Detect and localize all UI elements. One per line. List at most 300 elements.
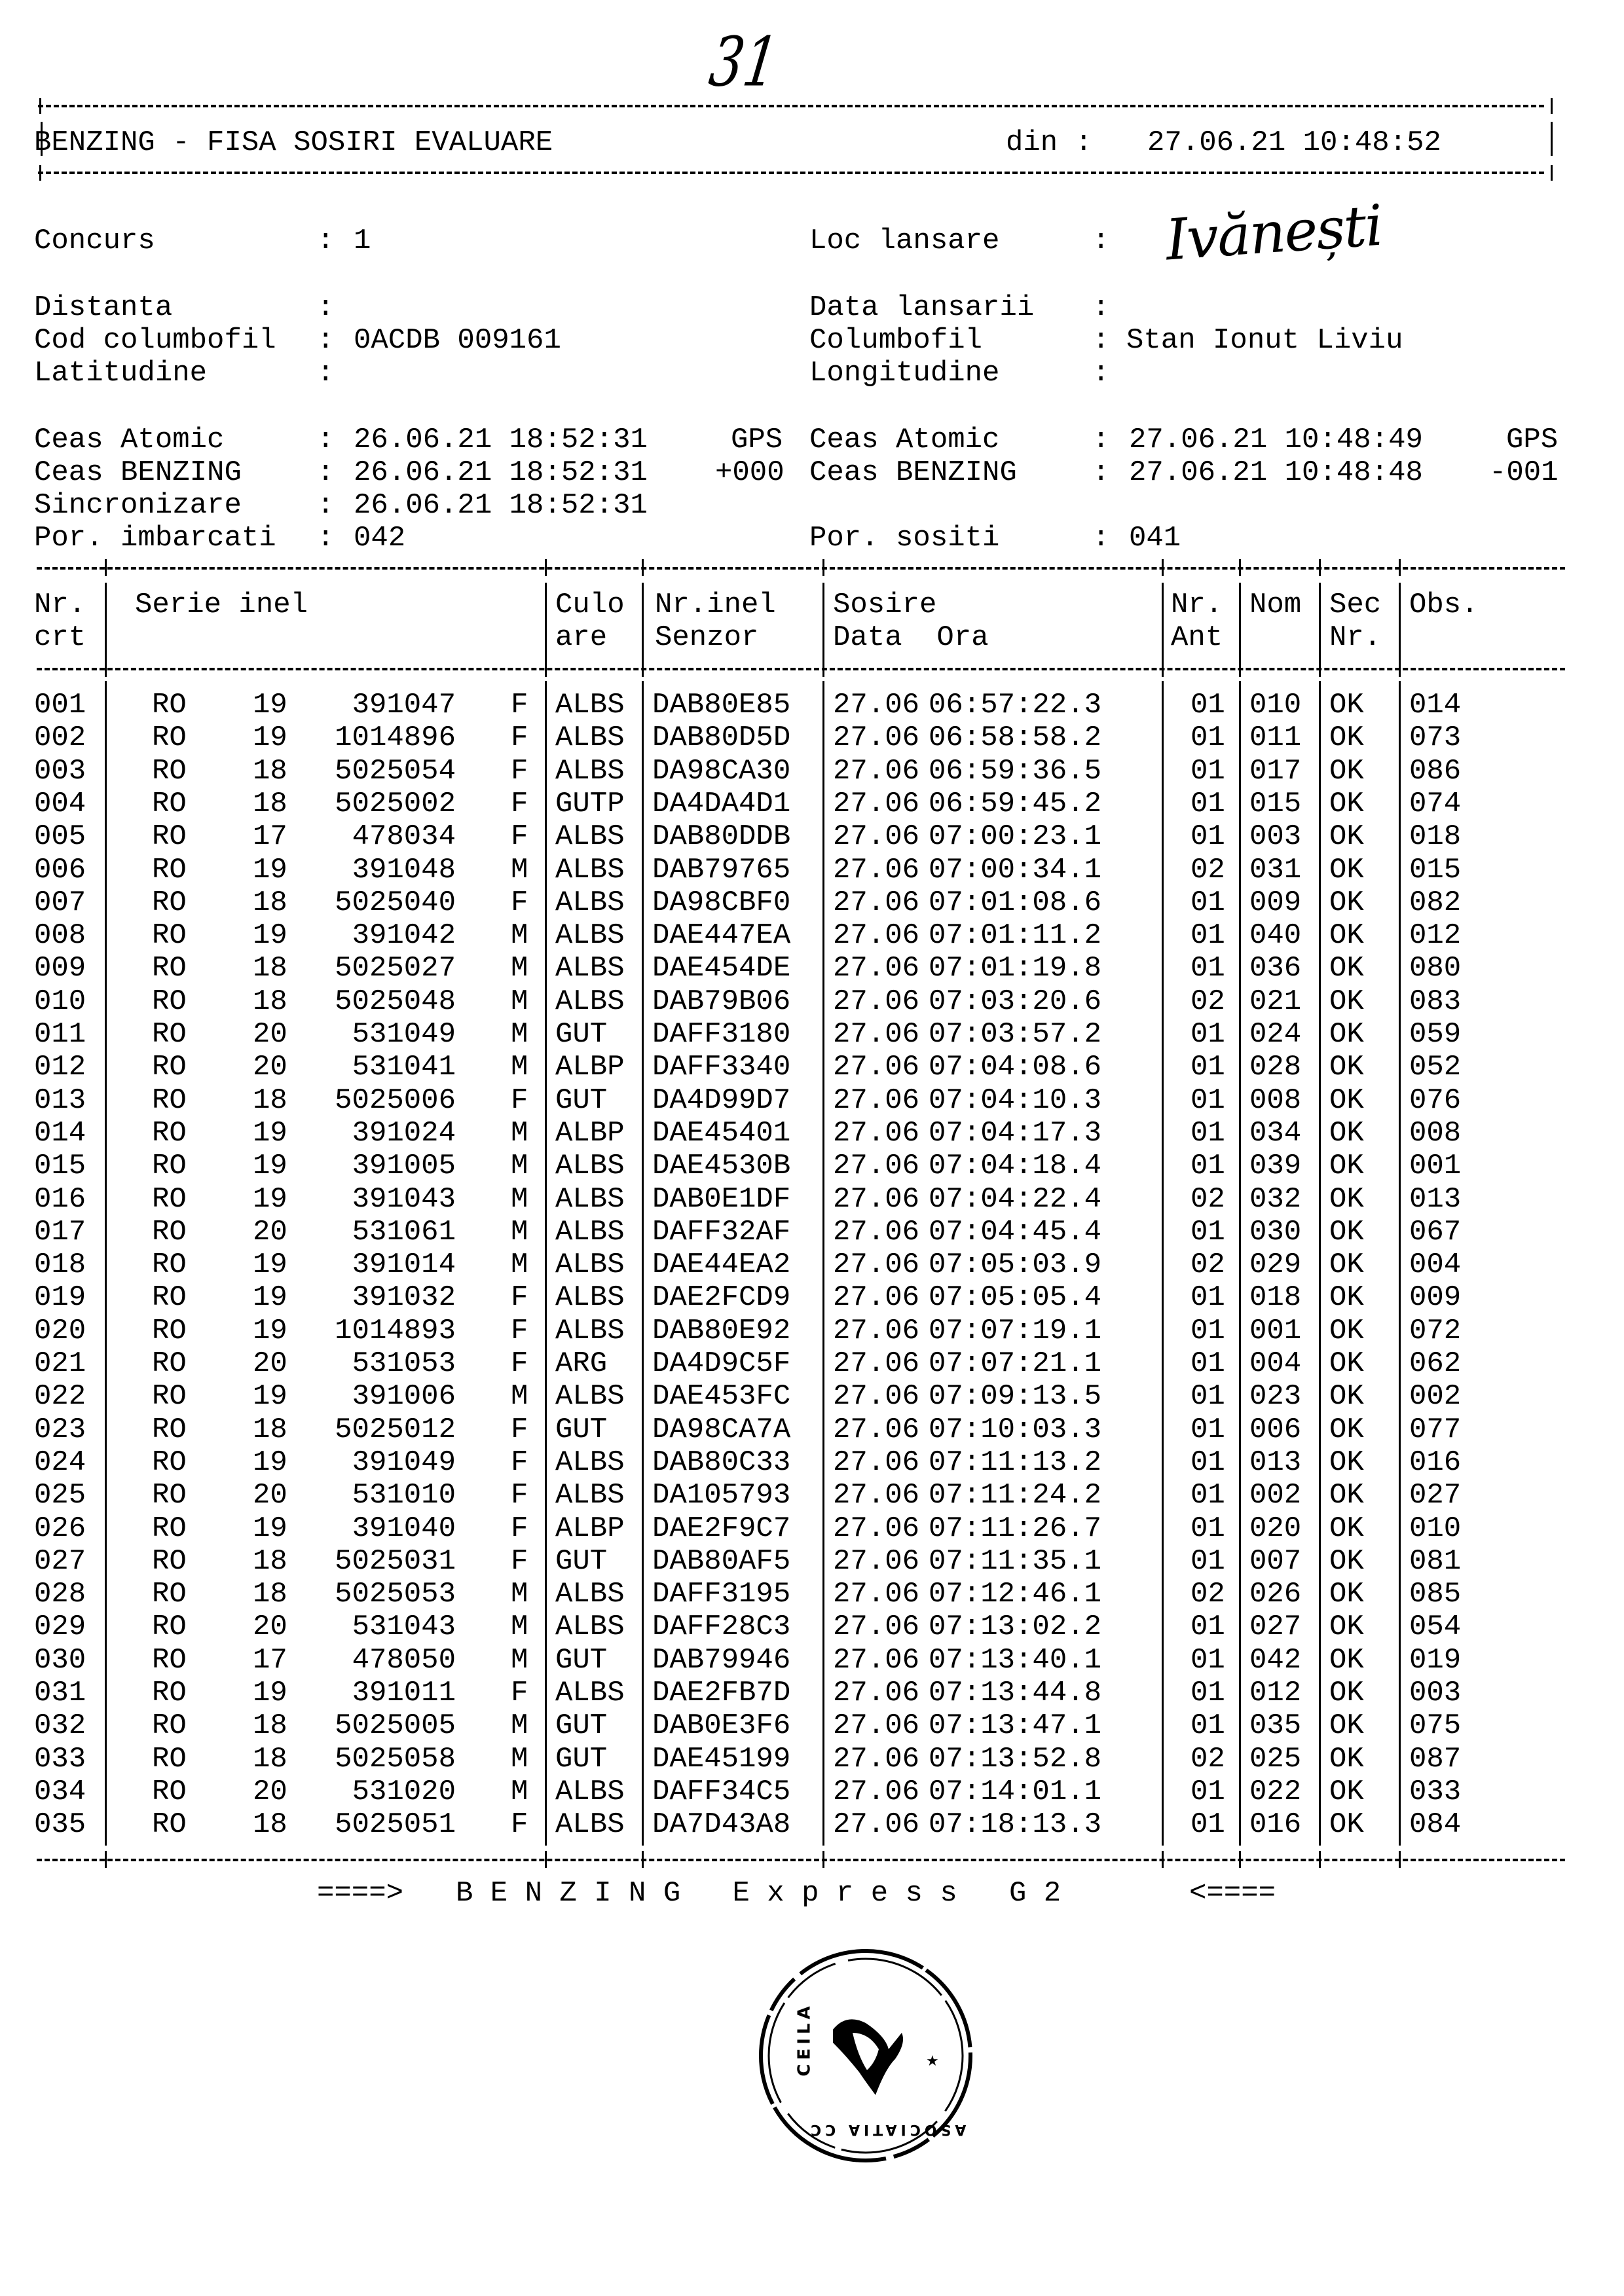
cell-inel: 478050 (352, 1643, 456, 1677)
header-obs: Obs. (1409, 589, 1479, 621)
ceas-atomic-start-suffix: GPS (731, 424, 783, 456)
cell-an: 17 (253, 820, 287, 854)
cell-culoare: GUT (555, 1018, 608, 1051)
cell-tara: RO (152, 1116, 187, 1150)
cell-sec: OK (1329, 952, 1364, 985)
cell-ora: 07:07:19.1 (929, 1314, 1102, 1347)
cell-nom: 004 (1249, 1347, 1302, 1380)
column-separator (822, 681, 824, 1846)
cell-obs: 052 (1409, 1051, 1462, 1084)
cell-senzor: DAB80AF5 (652, 1544, 791, 1578)
cell-obs: 054 (1409, 1611, 1462, 1644)
cell-obs: 080 (1409, 952, 1462, 985)
cell-ant: 02 (1190, 1182, 1225, 1216)
cell-senzor: DA105793 (652, 1479, 791, 1512)
cell-inel: 5025054 (335, 754, 456, 788)
cell-senzor: DAFF3340 (652, 1051, 791, 1084)
cell-sec: OK (1329, 1018, 1364, 1051)
cell-inel: 391011 (352, 1677, 456, 1709)
cell-sex: F (511, 721, 528, 755)
sincronizare-value: 26.06.21 18:52:31 (354, 489, 648, 522)
cell-sec: OK (1329, 1709, 1364, 1743)
cell-ora: 07:07:21.1 (929, 1347, 1102, 1380)
cell-senzor: DAE2FB7D (652, 1677, 791, 1709)
cell-culoare: ALBS (555, 1215, 625, 1248)
cell-sex: F (511, 1479, 528, 1512)
cell-culoare: ALBS (555, 886, 625, 919)
column-separator (1399, 681, 1401, 1846)
ceas-atomic-end-label: Ceas Atomic (809, 424, 1000, 456)
cell-inel: 391006 (352, 1380, 456, 1413)
cell-obs: 083 (1409, 985, 1462, 1018)
cell-tara: RO (152, 689, 187, 721)
cell-nr: 021 (34, 1347, 86, 1380)
cell-senzor: DAB80E92 (652, 1314, 791, 1347)
column-separator (1162, 681, 1164, 1846)
cell-nr: 002 (34, 721, 86, 755)
cell-ora: 07:18:13.3 (929, 1808, 1102, 1842)
column-separator (642, 583, 644, 660)
cell-tara: RO (152, 1150, 187, 1183)
cell-nom: 036 (1249, 952, 1302, 985)
cell-senzor: DAB79765 (652, 853, 791, 886)
cell-tara: RO (152, 1314, 187, 1347)
cell-nom: 031 (1249, 853, 1302, 886)
rule-cross (105, 559, 107, 576)
cell-obs: 073 (1409, 721, 1462, 755)
cell-an: 18 (253, 1544, 287, 1578)
cell-tara: RO (152, 1248, 187, 1282)
cell-sec: OK (1329, 1808, 1364, 1842)
column-separator (105, 583, 107, 660)
cell-nr: 011 (34, 1018, 86, 1051)
cell-obs: 062 (1409, 1347, 1462, 1380)
cell-sec: OK (1329, 1544, 1364, 1578)
column-separator (545, 583, 547, 660)
cell-inel: 5025027 (335, 952, 456, 985)
cell-data: 27.06 (833, 721, 920, 755)
cell-an: 18 (253, 886, 287, 919)
cell-tara: RO (152, 1775, 187, 1808)
cell-sec: OK (1329, 721, 1364, 755)
cell-nom: 012 (1249, 1677, 1302, 1709)
cell-an: 18 (253, 1413, 287, 1446)
data-lansarii-label: Data lansarii (809, 291, 1035, 324)
cell-ora: 07:05:05.4 (929, 1281, 1102, 1315)
ceas-benzing-end-label: Ceas BENZING (809, 456, 1017, 489)
concurs-label: Concurs (34, 225, 155, 257)
cell-ant: 01 (1190, 1544, 1225, 1578)
cell-inel: 5025031 (335, 1544, 456, 1578)
cell-inel: 391005 (352, 1150, 456, 1183)
column-separator (642, 681, 644, 1846)
cell-inel: 391043 (352, 1182, 456, 1216)
header-culoare-2: are (555, 621, 608, 654)
cell-ant: 01 (1190, 1084, 1225, 1117)
cell-obs: 072 (1409, 1314, 1462, 1347)
cell-senzor: DAE447EA (652, 919, 791, 953)
cell-tara: RO (152, 1446, 187, 1479)
cell-data: 27.06 (833, 1512, 920, 1545)
cell-sex: F (511, 689, 528, 721)
cell-nr: 017 (34, 1215, 86, 1248)
cell-ora: 07:11:26.7 (929, 1512, 1102, 1545)
cod-columbofil-label: Cod columbofil (34, 324, 276, 357)
cell-data: 27.06 (833, 886, 920, 919)
header-right-border (1551, 122, 1553, 156)
cell-sec: OK (1329, 1578, 1364, 1611)
rule-bottom (37, 1859, 1565, 1861)
cell-obs: 033 (1409, 1775, 1462, 1808)
cell-ant: 01 (1190, 1808, 1225, 1842)
cell-tara: RO (152, 1709, 187, 1743)
cell-ora: 06:59:36.5 (929, 754, 1102, 788)
cell-sec: OK (1329, 1215, 1364, 1248)
cell-ant: 01 (1190, 1709, 1225, 1743)
column-separator (545, 681, 547, 1846)
cell-ora: 07:11:24.2 (929, 1479, 1102, 1512)
cell-ora: 07:10:03.3 (929, 1413, 1102, 1446)
cell-ant: 01 (1190, 1643, 1225, 1677)
cell-nom: 020 (1249, 1512, 1302, 1545)
cell-data: 27.06 (833, 1643, 920, 1677)
colon: : (1092, 456, 1110, 489)
colon: : (317, 291, 335, 324)
cell-data: 27.06 (833, 1611, 920, 1644)
cell-senzor: DA4D99D7 (652, 1084, 791, 1117)
cell-sex: M (511, 1578, 528, 1611)
cell-culoare: ARG (555, 1347, 608, 1380)
header-sosire: Sosire (833, 589, 937, 621)
cell-tara: RO (152, 1215, 187, 1248)
cell-sex: F (511, 1281, 528, 1315)
cell-nr: 024 (34, 1446, 86, 1479)
cell-inel: 391040 (352, 1512, 456, 1545)
cell-senzor: DA98CBF0 (652, 886, 791, 919)
cell-nr: 007 (34, 886, 86, 919)
cell-inel: 531049 (352, 1018, 456, 1051)
header-nr-crt-1: Nr. (34, 589, 86, 621)
cell-culoare: GUT (555, 1709, 608, 1743)
cell-sec: OK (1329, 1413, 1364, 1446)
cell-ant: 01 (1190, 1281, 1225, 1315)
cell-sec: OK (1329, 1281, 1364, 1315)
cell-nom: 010 (1249, 689, 1302, 721)
cell-sec: OK (1329, 1479, 1364, 1512)
cell-sex: M (511, 1742, 528, 1776)
cell-tara: RO (152, 1808, 187, 1842)
cell-data: 27.06 (833, 787, 920, 820)
cell-senzor: DAB80E85 (652, 689, 791, 721)
cell-inel: 391047 (352, 689, 456, 721)
cell-nom: 039 (1249, 1150, 1302, 1183)
cell-ant: 02 (1190, 985, 1225, 1018)
cell-obs: 009 (1409, 1281, 1462, 1315)
rule-cross (822, 559, 824, 576)
cell-culoare: ALBS (555, 1677, 625, 1709)
cell-inel: 478034 (352, 820, 456, 854)
rule-top (37, 567, 1565, 570)
cell-nom: 029 (1249, 1248, 1302, 1282)
cell-tara: RO (152, 1643, 187, 1677)
cell-nr: 035 (34, 1808, 86, 1842)
cell-an: 17 (253, 1643, 287, 1677)
cell-data: 27.06 (833, 985, 920, 1018)
cell-inel: 531043 (352, 1611, 456, 1644)
cell-an: 20 (253, 1479, 287, 1512)
cell-ora: 07:04:17.3 (929, 1116, 1102, 1150)
cell-obs: 002 (1409, 1380, 1462, 1413)
rule-cross (1162, 559, 1164, 576)
cell-tara: RO (152, 820, 187, 854)
cell-ant: 01 (1190, 689, 1225, 721)
cell-inel: 5025006 (335, 1084, 456, 1117)
cell-sex: M (511, 1018, 528, 1051)
cell-nom: 042 (1249, 1643, 1302, 1677)
cell-culoare: ALBS (555, 919, 625, 953)
cell-data: 27.06 (833, 1446, 920, 1479)
cell-inel: 531010 (352, 1479, 456, 1512)
cell-sec: OK (1329, 787, 1364, 820)
cell-ora: 06:58:58.2 (929, 721, 1102, 755)
cell-senzor: DAE454DE (652, 952, 791, 985)
rule-under-header (37, 668, 1565, 670)
cell-an: 18 (253, 754, 287, 788)
cell-senzor: DA7D43A8 (652, 1808, 791, 1842)
din-label: din : (1006, 126, 1093, 159)
cell-senzor: DAE4530B (652, 1150, 791, 1183)
cell-inel: 1014896 (335, 721, 456, 755)
cell-nom: 001 (1249, 1314, 1302, 1347)
cell-nr: 015 (34, 1150, 86, 1183)
cell-inel: 5025051 (335, 1808, 456, 1842)
cell-ora: 06:57:22.3 (929, 689, 1102, 721)
rule-cross (1399, 559, 1401, 576)
cell-data: 27.06 (833, 1281, 920, 1315)
cell-sec: OK (1329, 1084, 1364, 1117)
cell-sec: OK (1329, 1643, 1364, 1677)
cell-senzor: DAFF34C5 (652, 1775, 791, 1808)
cell-culoare: ALBS (555, 985, 625, 1018)
cell-data: 27.06 (833, 853, 920, 886)
cell-culoare: ALBP (555, 1051, 625, 1084)
loc-lansare-label: Loc lansare (809, 225, 1000, 257)
column-separator (1319, 681, 1321, 1846)
cell-tara: RO (152, 1182, 187, 1216)
cell-sex: M (511, 1248, 528, 1282)
cell-ora: 07:01:19.8 (929, 952, 1102, 985)
cell-obs: 074 (1409, 787, 1462, 820)
cell-culoare: ALBP (555, 1116, 625, 1150)
colon: : (1092, 424, 1110, 456)
cell-culoare: ALBS (555, 1775, 625, 1808)
cell-tara: RO (152, 1611, 187, 1644)
cell-senzor: DAE44EA2 (652, 1248, 791, 1282)
cell-sex: M (511, 1182, 528, 1216)
cell-ant: 01 (1190, 1413, 1225, 1446)
columbofil-label: Columbofil (809, 324, 983, 357)
header-corner (1551, 98, 1553, 114)
cell-inel: 5025012 (335, 1413, 456, 1446)
cell-obs: 087 (1409, 1742, 1462, 1776)
cell-nom: 011 (1249, 721, 1302, 755)
cell-an: 20 (253, 1051, 287, 1084)
cell-sec: OK (1329, 1116, 1364, 1150)
cell-sec: OK (1329, 1347, 1364, 1380)
cell-nr: 001 (34, 689, 86, 721)
cell-nr: 008 (34, 919, 86, 953)
cell-ant: 01 (1190, 1018, 1225, 1051)
rule-cross (642, 660, 644, 677)
cell-sec: OK (1329, 1742, 1364, 1776)
cell-nr: 012 (34, 1051, 86, 1084)
header-nr-crt-2: crt (34, 621, 86, 654)
cell-obs: 076 (1409, 1084, 1462, 1117)
cell-data: 27.06 (833, 1018, 920, 1051)
cell-sec: OK (1329, 1150, 1364, 1183)
page-number: 31 (705, 22, 783, 101)
cell-senzor: DA4DA4D1 (652, 787, 791, 820)
sincronizare-label: Sincronizare (34, 489, 242, 522)
star-icon: ★ (926, 2053, 939, 2069)
cell-data: 27.06 (833, 1808, 920, 1842)
cell-inel: 5025002 (335, 787, 456, 820)
cell-sex: M (511, 985, 528, 1018)
cell-nr: 013 (34, 1084, 86, 1117)
cell-data: 27.06 (833, 1544, 920, 1578)
cell-ant: 01 (1190, 721, 1225, 755)
header-data-ora: Data Ora (833, 621, 989, 654)
cell-obs: 013 (1409, 1182, 1462, 1216)
cell-culoare: GUT (555, 1544, 608, 1578)
cell-sex: F (511, 1512, 528, 1545)
cell-ant: 01 (1190, 1677, 1225, 1709)
cell-an: 18 (253, 985, 287, 1018)
cell-obs: 075 (1409, 1709, 1462, 1743)
cell-an: 19 (253, 1150, 287, 1183)
cell-ant: 02 (1190, 853, 1225, 886)
rule-cross (822, 1851, 824, 1868)
cell-sec: OK (1329, 886, 1364, 919)
cell-sex: M (511, 1051, 528, 1084)
rule-cross (1239, 660, 1241, 677)
cod-columbofil-value: 0ACDB 009161 (354, 324, 561, 357)
cell-inel: 531041 (352, 1051, 456, 1084)
cell-senzor: DAFF3195 (652, 1578, 791, 1611)
cell-obs: 082 (1409, 886, 1462, 919)
cell-sec: OK (1329, 1611, 1364, 1644)
header-corner (39, 165, 41, 181)
loc-lansare-handwritten: Ivănești (1163, 192, 1384, 274)
cell-inel: 5025058 (335, 1742, 456, 1776)
ceas-benzing-end-suffix: -001 (1489, 456, 1559, 489)
cell-nom: 024 (1249, 1018, 1302, 1051)
cell-ant: 02 (1190, 1742, 1225, 1776)
cell-nom: 035 (1249, 1709, 1302, 1743)
cell-ora: 07:05:03.9 (929, 1248, 1102, 1282)
rule-cross (1162, 1851, 1164, 1868)
cell-data: 27.06 (833, 1215, 920, 1248)
cell-data: 27.06 (833, 754, 920, 788)
cell-nom: 008 (1249, 1084, 1302, 1117)
cell-sec: OK (1329, 1512, 1364, 1545)
cell-ant: 01 (1190, 1479, 1225, 1512)
ceas-atomic-end-suffix: GPS (1506, 424, 1559, 456)
cell-data: 27.06 (833, 1413, 920, 1446)
cell-obs: 081 (1409, 1544, 1462, 1578)
rule-cross (1162, 660, 1164, 677)
cell-tara: RO (152, 787, 187, 820)
cell-data: 27.06 (833, 1347, 920, 1380)
cell-culoare: GUTP (555, 787, 625, 820)
cell-nom: 021 (1249, 985, 1302, 1018)
cell-ant: 02 (1190, 1248, 1225, 1282)
cell-sex: F (511, 754, 528, 788)
cell-inel: 1014893 (335, 1314, 456, 1347)
colon: : (317, 522, 335, 555)
cell-sex: M (511, 1643, 528, 1677)
cell-sex: M (511, 1611, 528, 1644)
cell-senzor: DAB79B06 (652, 985, 791, 1018)
cell-culoare: ALBS (555, 952, 625, 985)
cell-ant: 01 (1190, 1611, 1225, 1644)
cell-data: 27.06 (833, 1479, 920, 1512)
cell-nom: 002 (1249, 1479, 1302, 1512)
cell-an: 19 (253, 1380, 287, 1413)
cell-tara: RO (152, 886, 187, 919)
cell-nr: 033 (34, 1742, 86, 1776)
cell-inel: 531053 (352, 1347, 456, 1380)
cell-senzor: DAE2F9C7 (652, 1512, 791, 1545)
colon: : (317, 324, 335, 357)
cell-senzor: DAB80DDB (652, 820, 791, 854)
cell-ant: 01 (1190, 1314, 1225, 1347)
cell-sex: F (511, 886, 528, 919)
cell-nr: 026 (34, 1512, 86, 1545)
cell-nom: 026 (1249, 1578, 1302, 1611)
cell-an: 19 (253, 1512, 287, 1545)
cell-nom: 013 (1249, 1446, 1302, 1479)
cell-culoare: ALBP (555, 1512, 625, 1545)
cell-inel: 391024 (352, 1116, 456, 1150)
cell-ora: 07:00:34.1 (929, 853, 1102, 886)
cell-nom: 009 (1249, 886, 1302, 919)
cell-nr: 028 (34, 1578, 86, 1611)
longitudine-label: Longitudine (809, 357, 1000, 390)
cell-sex: M (511, 1215, 528, 1248)
cell-obs: 012 (1409, 919, 1462, 953)
cell-ora: 07:13:02.2 (929, 1611, 1102, 1644)
cell-inel: 391048 (352, 853, 456, 886)
cell-sec: OK (1329, 985, 1364, 1018)
rule-cross (105, 1851, 107, 1868)
cell-nom: 006 (1249, 1413, 1302, 1446)
cell-tara: RO (152, 985, 187, 1018)
colon: : (1092, 291, 1110, 324)
cell-senzor: DAFF3180 (652, 1018, 791, 1051)
por-sositi-label: Por. sositi (809, 522, 1000, 555)
cell-an: 18 (253, 1709, 287, 1743)
cell-ora: 07:13:44.8 (929, 1677, 1102, 1709)
header-culoare-1: Culo (555, 589, 625, 621)
cell-senzor: DAE2FCD9 (652, 1281, 791, 1315)
cell-an: 20 (253, 1018, 287, 1051)
cell-nr: 004 (34, 787, 86, 820)
cell-culoare: ALBS (555, 1314, 625, 1347)
cell-ant: 01 (1190, 1446, 1225, 1479)
cell-sex: M (511, 853, 528, 886)
cell-ant: 01 (1190, 1150, 1225, 1183)
